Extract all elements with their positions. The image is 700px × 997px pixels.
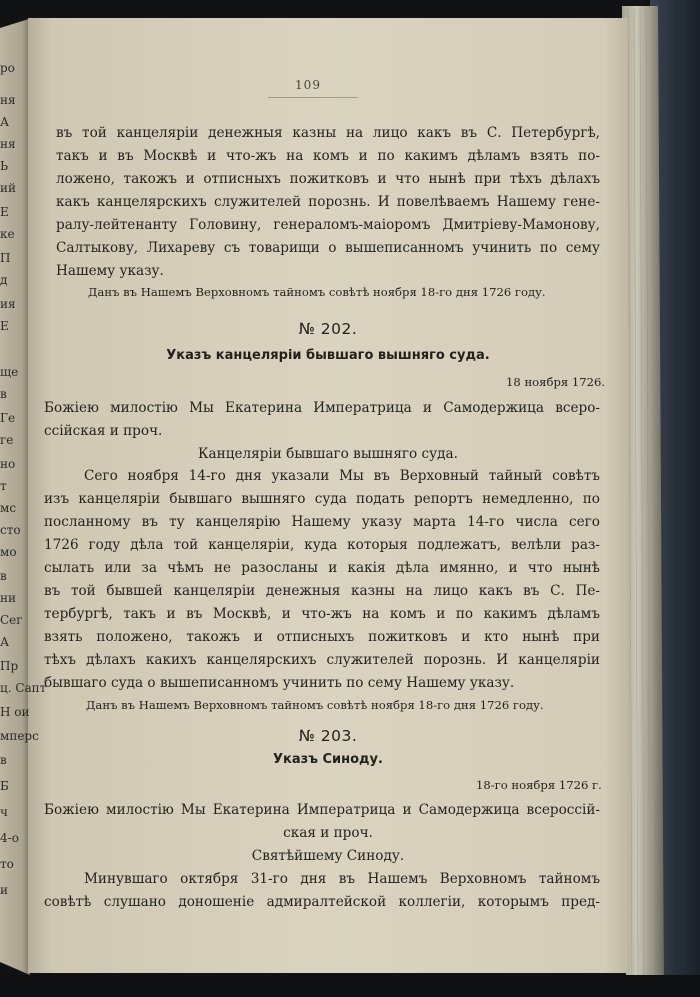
doc-202-signoff: Данъ въ Нашемъ Верховномъ тайномъ совѣтѣ ноября 18-го дня 1726 году. [86,698,544,712]
text-line: какъ канцелярскихъ служителей порознь. И повелѣваемъ Нашему гене- [56,194,600,210]
doc-203-number: № 203. [298,727,358,745]
left-fragment: т [0,479,7,493]
doc-203-title: Указъ Синоду. [273,752,383,767]
left-fragment: ни [0,591,16,605]
doc-202-body-line: посланному въ ту канцелярію Нашему указу марта 14-го числа сего [44,514,600,530]
left-fragment: А [0,115,10,129]
left-fragment: ц. Сапт [0,681,47,695]
right-page [28,18,628,973]
doc-203-body-line: совѣтѣ слушано доношеніе адмиралтейской коллегіи, которымъ пред- [44,894,600,910]
doc-202-body-line: 1726 году дѣла той канцеляріи, куда которыя подлежатъ, велѣли раз- [44,537,600,553]
left-fragment: мо [0,545,17,559]
text-line: ложено, такожъ и отписныхъ пожитковъ и что нынѣ при тѣхъ дѣлахъ [56,171,600,187]
left-fragment: А [0,635,10,649]
left-fragment: 4-о [0,831,19,845]
doc-203-date: 18-го ноября 1726 г. [476,778,602,792]
doc-203-addressee: Святѣйшему Синоду. [251,848,405,864]
left-fragment: мс [0,501,17,515]
left-fragment: ч [0,805,8,819]
left-fragment: но [0,457,16,471]
text-line: въ той канцеляріи денежныя казны на лицо какъ въ С. Петербургѣ, [56,125,600,141]
left-fragment: и [0,883,8,897]
left-fragment: Сег [0,613,23,627]
left-fragment: Ь [0,159,9,173]
doc-202-intro: Божіею милостію Мы Екатерина Императрица и Самодержица всеро- [44,400,600,416]
left-fragment: ге [0,433,14,447]
text-line: Салтыкову, Лихареву съ товарищи о вышеписанномъ учинить по сему [56,240,600,256]
left-fragment: ня [0,137,16,151]
left-fragment: в [0,569,7,583]
doc-203-intro: ская и проч. [283,825,373,841]
left-fragment: ро [0,61,15,75]
left-fragment: ке [0,227,15,241]
left-page-edge [0,30,47,955]
doc-202-intro: ссійская и проч. [44,423,163,439]
doc-203-body-line: Минувшаго октября 31-го дня въ Нашемъ Верховномъ тайномъ [84,871,600,887]
doc-203-intro: Божіею милостію Мы Екатерина Императрица и Самодержица всероссій- [44,802,600,818]
doc-202-body-line: сылать или за чѣмъ не разосланы и какія дѣла имянно, и что нынѣ [44,560,600,576]
text-line: Нашему указу. [56,263,164,279]
left-fragment: в [0,753,7,767]
doc-202-number: № 202. [298,320,358,338]
left-fragment: д [0,273,8,287]
left-fragment: П [0,251,11,265]
doc-202-addressee: Канцеляріи бывшаго вышняго суда. [198,446,458,462]
left-fragment: Н ои [0,705,30,719]
left-fragment: ий [0,181,16,195]
doc-202-body-line: тѣхъ дѣлахъ какихъ канцелярскихъ служителей порознь. И канцеляріи [44,652,600,668]
doc-202-body-line: тербургѣ, такъ и въ Москвѣ, и что-жъ на комъ и по какимъ дѣламъ [44,606,600,622]
doc-202-body-line: изъ канцеляріи бывшаго вышняго суда подать репортъ немедленно, по [44,491,600,507]
doc-202-body-line: въ той бывшей канцеляріи денежныя казны на лицо какъ въ С. Пе- [44,583,600,599]
text-line: такъ и въ Москвѣ и что-жъ на комъ и по какимъ дѣламъ взять по- [56,148,600,164]
doc-202-title: Указъ канцеляріи бывшаго вышняго суда. [166,348,490,363]
text-line: ралу-лейтенанту Головину, генераломъ-маіоромъ Дмитріеву-Мамонову, [56,217,600,233]
page-number: 109 [295,78,321,92]
page-number-rule [268,97,358,98]
left-fragment: сто [0,523,21,537]
left-fragment: Пр [0,659,19,673]
signoff: Данъ въ Нашемъ Верховномъ тайномъ совѣтѣ ноября 18-го дня 1726 году. [88,285,546,299]
left-fragment: в [0,387,7,401]
page-content [28,18,628,973]
left-fragment: мперс [0,729,39,743]
doc-202-body-line: бывшаго суда о вышеписанномъ учинить по сему Нашему указу. [44,675,515,691]
left-fragment: ще [0,365,19,379]
doc-202-date: 18 ноября 1726. [506,375,606,389]
left-fragment: то [0,857,14,871]
left-fragment: Е [0,319,9,333]
left-fragment: Ге [0,411,16,425]
doc-202-body-line: Сего ноября 14-го дня указали Мы въ Верховный тайный совѣтъ [84,468,600,484]
doc-202-body-line: взять положено, такожъ и отписныхъ пожитковъ и кто нынѣ при [44,629,600,645]
left-fragment: ня [0,93,16,107]
left-fragment: ия [0,297,16,311]
left-fragment: Б [0,779,9,793]
left-fragment: Е [0,205,9,219]
